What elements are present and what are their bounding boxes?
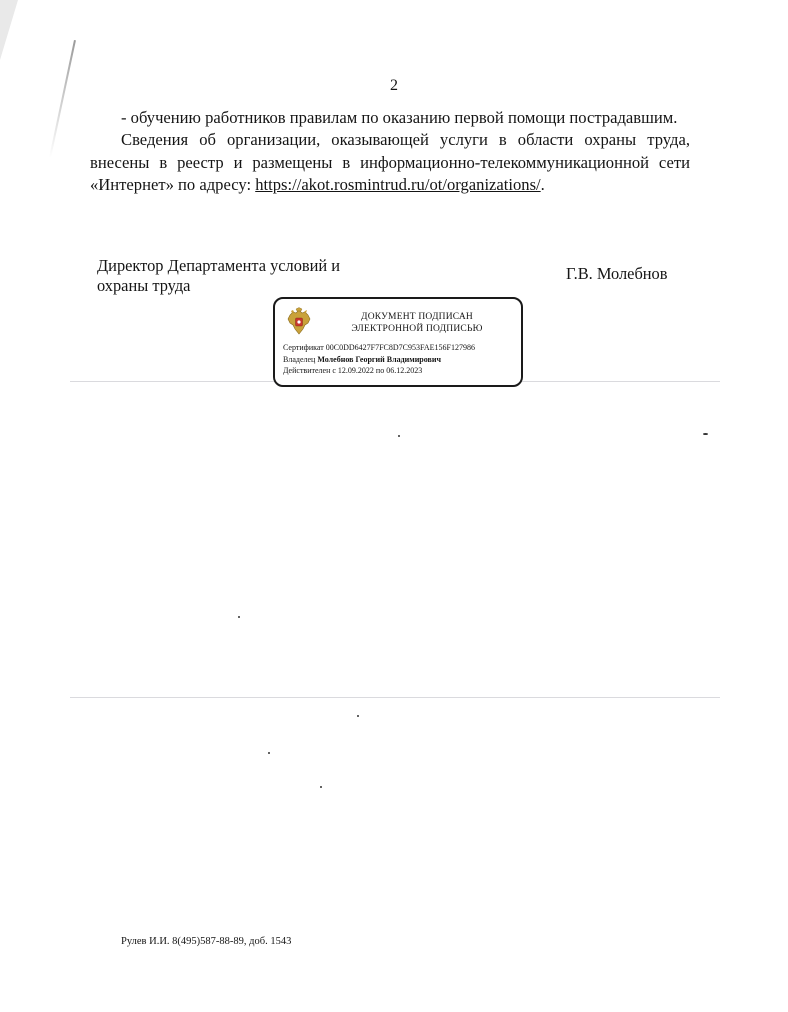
fold-line bbox=[70, 697, 720, 698]
scan-speck bbox=[238, 616, 240, 618]
page-number: 2 bbox=[390, 77, 398, 94]
stamp-heading bbox=[319, 311, 515, 335]
stamp-heading-line: ЭЛЕКТРОННОЙ ПОДПИСЬЮ bbox=[351, 324, 483, 334]
registry-paragraph-end: . bbox=[540, 175, 545, 194]
russian-coat-of-arms-icon bbox=[285, 307, 313, 337]
scan-edge-mark bbox=[49, 40, 76, 158]
registry-paragraph-text: Сведения об организации, оказывающей услуги в области охраны труда, внесены в реестр и размещены в информационно-телекоммуникационной сети «Интернет» по адресу: bbox=[90, 130, 690, 194]
stamp-valid-to: 06.12.2023 bbox=[386, 366, 423, 375]
signer-title-line: охраны труда bbox=[97, 276, 191, 295]
scan-speck bbox=[703, 433, 708, 435]
scan-speck bbox=[320, 786, 322, 788]
stamp-valid-to-label: по bbox=[375, 366, 385, 375]
stamp-certificate-row bbox=[283, 342, 475, 354]
scan-corner-shadow bbox=[0, 0, 18, 60]
stamp-owner-row bbox=[283, 354, 475, 366]
stamp-validity-row bbox=[283, 365, 475, 377]
registry-paragraph bbox=[90, 129, 690, 197]
scan-speck bbox=[357, 715, 359, 717]
stamp-heading-line: ДОКУМЕНТ ПОДПИСАН bbox=[361, 312, 473, 322]
training-item-line: - обучению работников правилам по оказанию первой помощи пострадавшим. bbox=[121, 108, 678, 127]
stamp-certificate-label: Сертификат bbox=[283, 343, 324, 352]
stamp-certificate-value: 00C0DD6427F7FC8D7C953FAE156F127986 bbox=[325, 343, 475, 352]
electronic-signature-stamp bbox=[273, 297, 523, 387]
scan-speck bbox=[398, 435, 400, 437]
stamp-valid-label: Действителен с bbox=[283, 366, 336, 375]
stamp-details bbox=[283, 342, 475, 377]
scan-speck bbox=[268, 752, 270, 754]
footer-contact: Рулев И.И. 8(495)587-88-89, доб. 1543 bbox=[121, 936, 292, 947]
signer-title-line: Директор Департамента условий и bbox=[97, 256, 341, 275]
stamp-owner-label: Владелец bbox=[283, 354, 316, 364]
signer-name: Г.В. Молебнов bbox=[566, 264, 668, 283]
registry-link[interactable]: https://akot.rosmintrud.ru/ot/organizations/ bbox=[255, 175, 541, 194]
stamp-valid-from: 12.09.2022 bbox=[337, 366, 374, 375]
signer-title bbox=[97, 256, 387, 296]
stamp-owner-value: Молебнов Георгий Владимирович bbox=[317, 354, 441, 364]
